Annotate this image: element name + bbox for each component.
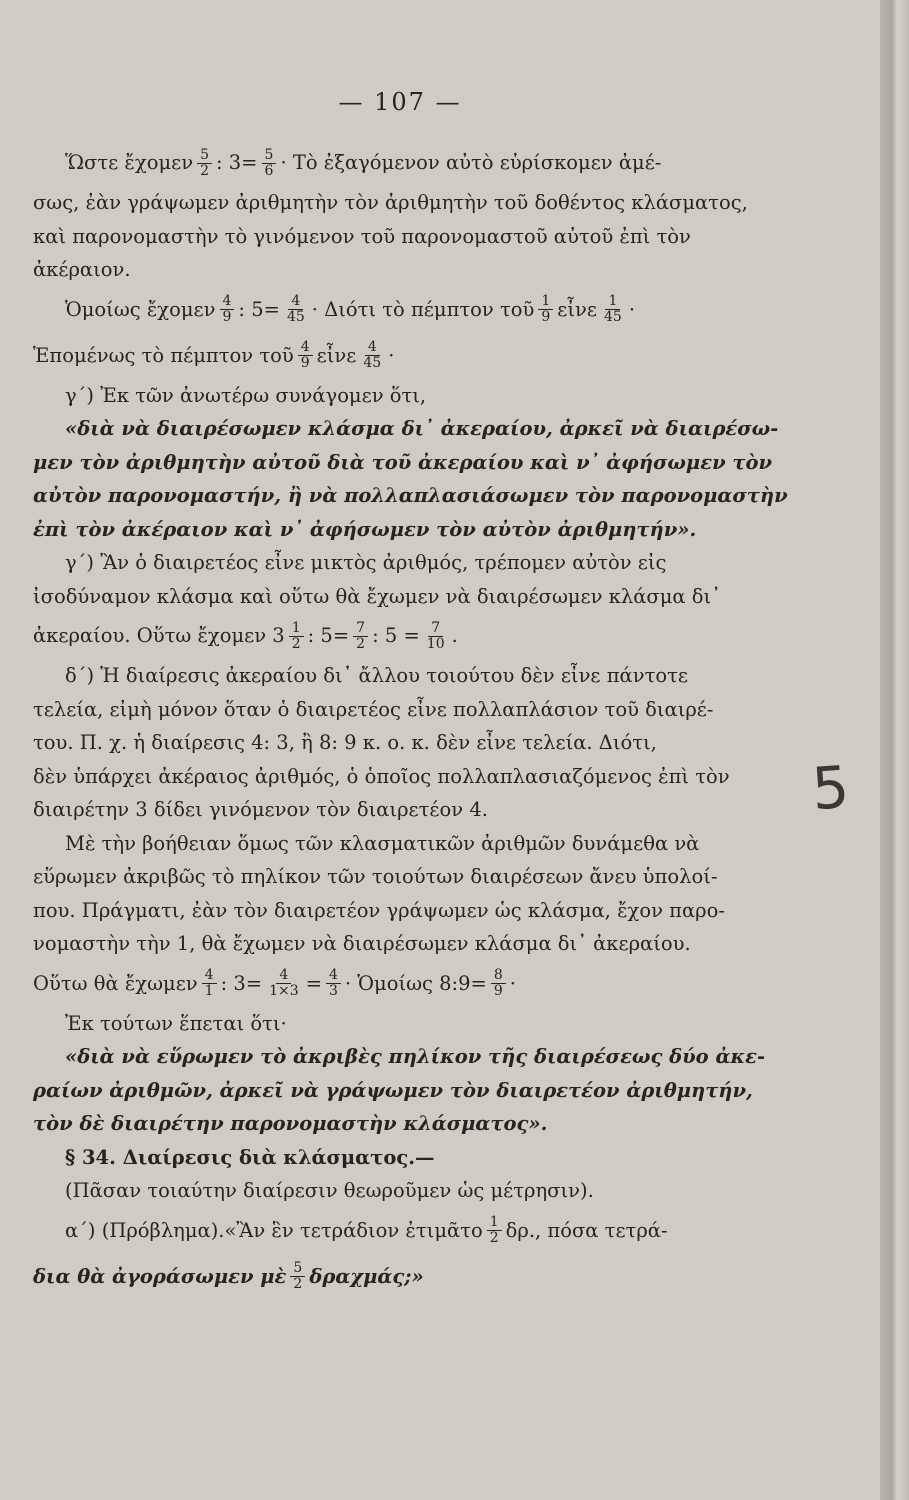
fraction — [266, 968, 302, 998]
fraction — [197, 148, 212, 178]
fraction — [491, 968, 506, 998]
text-span: · — [628, 297, 636, 321]
text-span: : 5= — [307, 624, 350, 648]
numerator: 4 — [276, 968, 291, 984]
text-line: που. Πράγματι, ἐὰν τὸν διαιρετέον γράψωμεν ὡς κλάσμα, ἔχον παρο- — [33, 898, 725, 922]
text-line — [33, 333, 793, 379]
numerator: 4 — [326, 968, 341, 984]
text-line: γ΄) Ἂν ὁ διαιρετέος εἶνε μικτὸς ἀριθμός, τρέπομεν αὐτὸν εἰς — [65, 551, 667, 574]
denominator: 2 — [293, 1276, 303, 1292]
numerator: 4 — [220, 294, 235, 310]
denominator: 1×3 — [269, 983, 299, 999]
text-span: · — [509, 971, 516, 995]
denominator: 9 — [541, 309, 551, 325]
denominator: 3 — [328, 983, 338, 999]
text-line: γ΄) Ἐκ τῶν ἀνωτέρω συνάγομεν ὅτι, — [65, 383, 427, 407]
fraction — [424, 621, 448, 651]
text-line: διαιρέτην 3 δίδει γινόμενον τὸν διαιρετέον 4. — [33, 798, 488, 821]
denominator: 45 — [604, 309, 622, 325]
numerator: 1 — [487, 1215, 502, 1231]
text-line: του. Π. χ. ἡ διαίρεσις 4: 3, ἢ 8: 9 κ. ο. κ. δὲν εἶνε τελεία. Διότι, — [33, 731, 657, 754]
fraction — [220, 294, 235, 324]
denominator: 2 — [489, 1230, 499, 1246]
text-span: : 5 = — [372, 624, 420, 648]
fraction — [353, 621, 368, 651]
denominator: 2 — [291, 635, 301, 652]
text-span: : 5= — [238, 297, 280, 321]
text-span: · Ὁμοίως 8:9= — [344, 971, 487, 995]
fraction — [487, 1215, 502, 1245]
denominator: 9 — [493, 983, 503, 999]
rule-text-line: τὸν δὲ διαιρέτην παρονομαστὴν κλάσματος». — [33, 1112, 548, 1135]
fraction — [284, 294, 308, 324]
fraction — [298, 340, 313, 370]
text-span: Οὕτω θὰ ἔχωμεν — [33, 971, 198, 995]
text-span: δρ., πόσα τετρά- — [505, 1218, 668, 1242]
numerator: 4 — [288, 294, 303, 310]
page-number: — 107 — — [338, 88, 462, 116]
text-line: νομαστὴν τὴν 1, θὰ ἔχωμεν νὰ διαιρέσωμεν κλάσμα δι᾽ ἀκεραίου. — [33, 932, 691, 955]
fraction — [290, 1261, 305, 1291]
denominator: 2 — [356, 635, 366, 652]
text-line — [33, 1254, 793, 1300]
rule-text-line: ἐπὶ τὸν ἀκέραιον καὶ ν᾽ ἀφήσωμεν τὸν αὐτὸν ἀριθμητήν». — [33, 517, 697, 541]
text-span: δια θὰ ἀγοράσωμεν μὲ — [33, 1264, 287, 1288]
numerator: 5 — [290, 1261, 305, 1277]
denominator: 9 — [300, 355, 310, 371]
text-line: δὲν ὑπάρχει ἀκέραιος ἀριθμός, ὁ ὁποῖος πολλαπλασιαζόμενος ἐπὶ τὸν — [33, 764, 730, 788]
fraction — [326, 968, 341, 998]
text-line — [33, 140, 793, 186]
numerator: 7 — [428, 621, 443, 637]
numerator: 1 — [605, 294, 620, 310]
text-span: Ἑπομένως τὸ πέμπτον τοῦ — [33, 343, 294, 367]
numerator: 4 — [298, 340, 313, 356]
numerator: 7 — [353, 621, 368, 637]
text-span: . — [451, 624, 458, 648]
rule-text-line: μεν τὸν ἀριθμητὴν αὐτοῦ διὰ τοῦ ἀκεραίου καὶ ν᾽ ἀφήσωμεν τὸν — [33, 450, 773, 474]
text-line: Μὲ τὴν βοήθειαν ὅμως τῶν κλασματικῶν ἀριθμῶν δυνάμεθα νὰ — [65, 831, 700, 855]
text-span: δραχμάς;» — [309, 1264, 424, 1288]
denominator: 10 — [426, 635, 445, 652]
text-span: · Τὸ ἐξαγόμενον αὐτὸ εὑρίσκομεν ἀμέ- — [280, 151, 662, 175]
page-body — [33, 140, 793, 1300]
text-span: : 3= — [220, 971, 263, 995]
fraction — [538, 294, 553, 324]
denominator: 1 — [204, 983, 214, 999]
numerator: 1 — [289, 621, 304, 637]
denominator: 45 — [286, 309, 305, 325]
text-span: Ὥστε ἔχομεν — [65, 151, 194, 175]
handwritten-margin-note: 5 — [809, 752, 852, 824]
fraction — [289, 621, 304, 651]
text-span: ἀκεραίου. Οὕτω ἔχομεν 3 — [33, 624, 285, 648]
numerator: 4 — [202, 968, 217, 984]
text-span: εἶνε — [557, 297, 597, 321]
numerator: 8 — [491, 968, 506, 984]
fraction — [202, 968, 217, 998]
text-span: Ὁμοίως ἔχομεν — [65, 297, 216, 321]
page-edge — [880, 0, 909, 1500]
numerator: 4 — [365, 340, 380, 356]
text-line — [33, 1208, 793, 1254]
text-line — [33, 961, 793, 1007]
text-line — [33, 287, 793, 333]
text-span: = — [305, 971, 322, 995]
denominator: 45 — [363, 355, 382, 371]
text-span: α΄) (Πρόβλημα).«Ἂν ἓν τετράδιον ἐτιμᾶτο — [65, 1218, 483, 1242]
rule-text-line: αὐτὸν παρονομαστήν, ἢ νὰ πολλαπλασιάσωμεν τὸν παρονομαστὴν — [33, 484, 788, 507]
section-heading: § 34. Διαίρεσις διὰ κλάσματος.— — [65, 1145, 435, 1169]
denominator: 9 — [222, 309, 232, 325]
text-span: · Διότι τὸ πέμπτον τοῦ — [311, 297, 535, 321]
fraction — [360, 340, 384, 370]
text-span: · — [388, 343, 395, 367]
text-line: τελεία, εἰμὴ μόνον ὅταν ὁ διαιρετέος εἶνε πολλαπλάσιον τοῦ διαιρέ- — [33, 697, 714, 721]
fraction — [262, 148, 277, 178]
denominator: 2 — [200, 162, 209, 179]
text-line: Ἐκ τούτων ἕπεται ὅτι· — [65, 1011, 287, 1035]
denominator: 6 — [264, 162, 274, 179]
text-span: : 3= — [216, 151, 258, 175]
numerator: 1 — [538, 294, 553, 310]
text-line: ἀκέραιον. — [33, 258, 131, 281]
rule-text-line: «διὰ νὰ διαιρέσωμεν κλάσμα δι᾽ ἀκεραίου, ἀρκεῖ νὰ διαιρέσω- — [65, 417, 779, 440]
text-line: δ΄) Ἡ διαίρεσις ἀκεραίου δι᾽ ἄλλου τοιούτου δὲν εἶνε πάντοτε — [65, 664, 688, 687]
rule-text-line: «διὰ νὰ εὕρωμεν τὸ ἀκριβὲς πηλίκον τῆς διαιρέσεως δύο ἀκε- — [65, 1045, 766, 1068]
text-span: εἶνε — [316, 343, 357, 367]
numerator: 5 — [197, 148, 212, 164]
fraction — [601, 294, 625, 324]
text-line: καὶ παρονομαστὴν τὸ γινόμενον τοῦ παρονομαστοῦ αὐτοῦ ἐπὶ τὸν — [33, 224, 691, 248]
text-line: εὕρωμεν ἀκριβῶς τὸ πηλίκον τῶν τοιούτων διαιρέσεων ἄνευ ὑπολοί- — [33, 865, 718, 888]
text-line: (Πᾶσαν τοιαύτην διαίρεσιν θεωροῦμεν ὡς μέτρησιν). — [65, 1179, 594, 1202]
rule-text-line: ραίων ἀριθμῶν, ἀρκεῖ νὰ γράψωμεν τὸν διαιρετέον ἀριθμητήν, — [33, 1078, 753, 1102]
text-line: ἰσοδύναμον κλάσμα καὶ οὕτω θὰ ἔχωμεν νὰ διαιρέσωμεν κλάσμα δι᾽ — [33, 584, 721, 608]
text-line — [33, 613, 793, 659]
numerator: 5 — [262, 148, 277, 164]
text-line: σως, ἐὰν γράψωμεν ἀριθμητὴν τὸν ἀριθμητὴν τοῦ δοθέντος κλάσματος, — [33, 191, 748, 214]
